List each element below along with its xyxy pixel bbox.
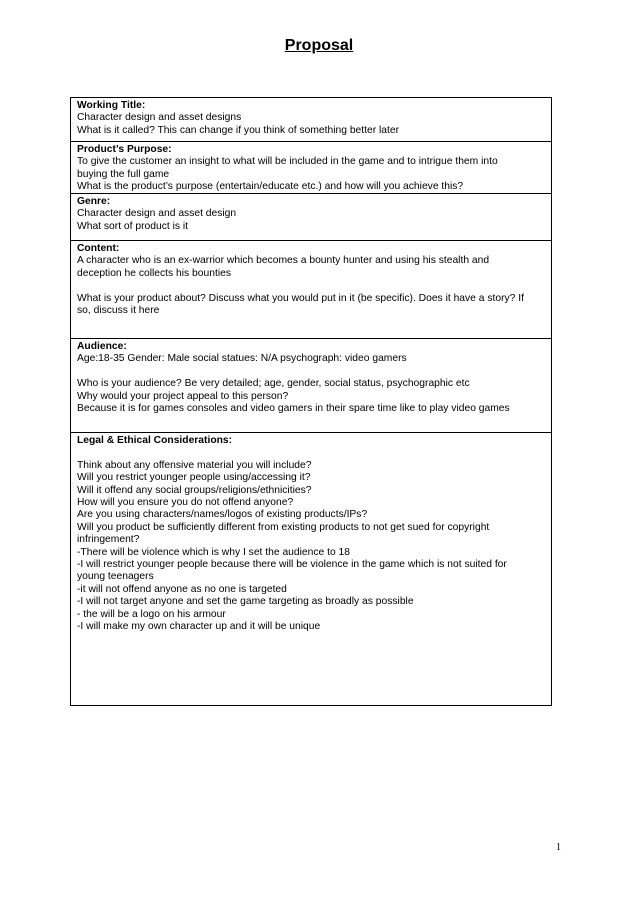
legal-line: young teenagers — [77, 571, 154, 583]
working-title-heading: Working Title: — [77, 100, 146, 111]
page-title: Proposal — [284, 37, 354, 54]
legal-line: - the will be a logo on his armour — [77, 608, 226, 620]
page-number: 1 — [556, 842, 561, 853]
genre-heading: Genre: — [77, 196, 111, 207]
blank-line — [77, 447, 545, 459]
legal-line: Are you using characters/names/logos of existing products/IPs? — [77, 509, 368, 521]
legal-line: -I will not target anyone and set the game targeting as broadly as possible — [77, 596, 414, 608]
genre-section — [71, 194, 551, 241]
content-heading: Content: — [77, 243, 120, 254]
legal-ethical-section — [71, 433, 551, 705]
legal-line: Think about any offensive material you will include? — [77, 459, 312, 471]
audience-section — [71, 339, 551, 433]
working-title-line: Character design and asset designs — [77, 112, 242, 124]
product-purpose-line: To give the customer an insight to what will be included in the game and to intrigue them into — [77, 156, 498, 168]
content-section — [71, 241, 551, 339]
product-purpose-heading: Product’s Purpose: — [77, 144, 172, 155]
legal-line: Will you product be sufficiently different from existing products to not get sued for copyright — [77, 521, 490, 533]
legal-line: -I will make my own character up and it will be unique — [77, 621, 321, 633]
genre-line: Character design and asset design — [77, 208, 237, 220]
legal-ethical-heading: Legal & Ethical Considerations: — [77, 435, 233, 446]
legal-line: -There will be violence which is why I set the audience to 18 — [77, 546, 351, 558]
content-line: deception he collects his bounties — [77, 267, 231, 279]
legal-line: Will it offend any social groups/religions/ethnicities? — [77, 484, 312, 496]
product-purpose-line: What is the product’s purpose (entertain/educate etc.) and how will you achieve this? — [77, 181, 464, 193]
content-prompt-line: so, discuss it here — [77, 305, 160, 317]
legal-line: How will you ensure you do not offend anyone? — [77, 497, 294, 509]
legal-line: -it will not offend anyone as no one is targeted — [77, 583, 287, 595]
genre-line: What sort of product is it — [77, 220, 189, 232]
legal-line: infringement? — [77, 534, 140, 546]
audience-line: Age:18-35 Gender: Male social statues: N/A psychograph: video gamers — [77, 353, 407, 365]
working-title-line: What is it called? This can change if you think of something better later — [77, 124, 400, 136]
audience-prompt-line: Because it is for games consoles and video gamers in their spare time like to play video games — [77, 403, 510, 415]
product-purpose-section — [71, 142, 551, 194]
blank-line — [77, 280, 545, 292]
legal-line: -I will restrict younger people because there will be violence in the game which is not suited for — [77, 559, 507, 571]
content-line: A character who is an ex-warrior which becomes a bounty hunter and using his stealth and — [77, 255, 490, 267]
legal-line: Will you restrict younger people using/accessing it? — [77, 472, 311, 484]
product-purpose-line: buying the full game — [77, 168, 170, 180]
working-title-section — [71, 98, 551, 142]
audience-prompt-line: Why would your project appeal to this person? — [77, 390, 289, 402]
audience-heading: Audience: — [77, 341, 127, 352]
content-prompt-line: What is your product about? Discuss what you would put in it (be specific). Does it have a story? If — [77, 292, 524, 304]
audience-prompt-line: Who is your audience? Be very detailed; age, gender, social status, psychographic etc — [77, 378, 470, 390]
proposal-table — [70, 97, 552, 706]
blank-line — [77, 366, 545, 378]
